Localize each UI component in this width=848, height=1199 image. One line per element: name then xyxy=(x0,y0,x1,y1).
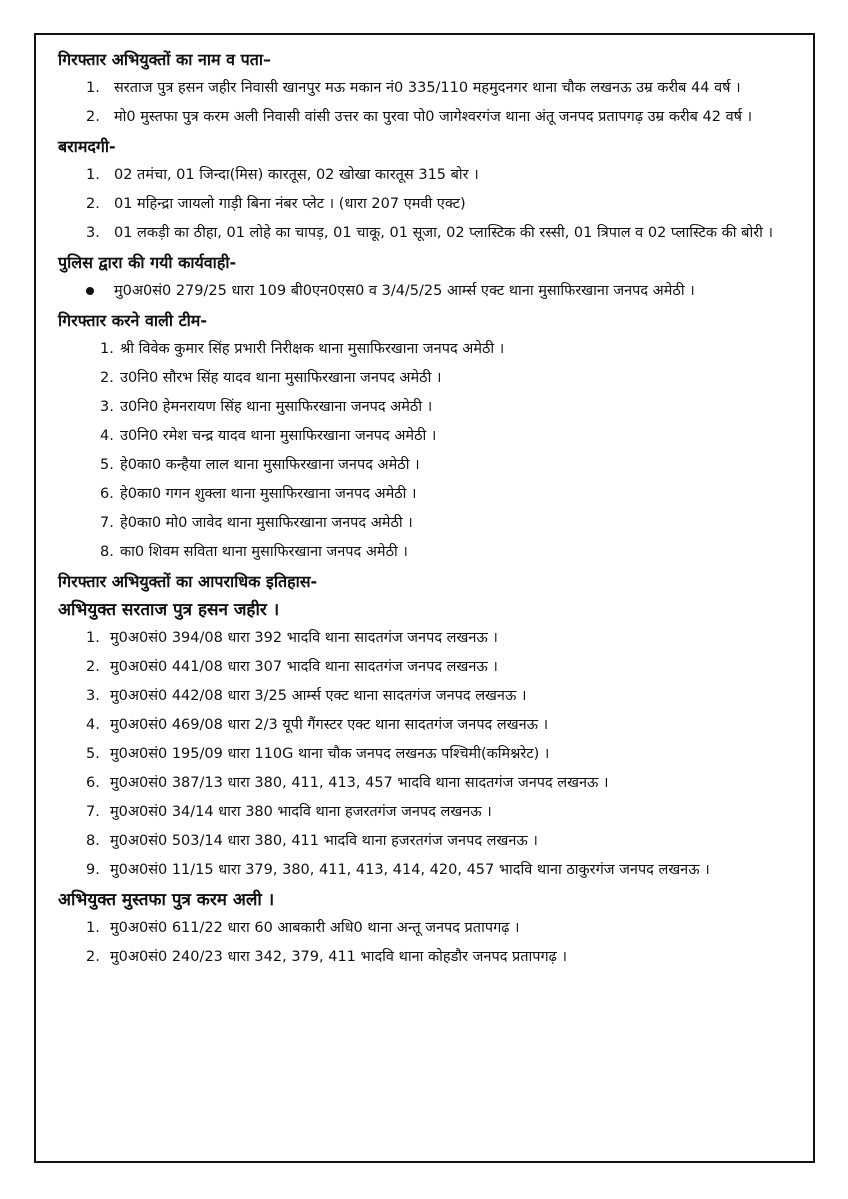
sartaj-heading: अभियुक्त सरताज पुत्र हसन जहीर । xyxy=(58,600,280,620)
list-item: 3. मु0अ0सं0 442/08 धारा 3/25 आर्म्स एक्ट थाना सादतगंज जनपद लखनऊ । xyxy=(86,688,527,704)
list-item: 3. उ0नि0 हेमनरायण सिंह थाना मुसाफिरखाना जनपद अमेठी । xyxy=(100,399,433,415)
list-item: 7. मु0अ0सं0 34/14 धारा 380 भादवि थाना हजरतगंज जनपद लखनऊ । xyxy=(86,804,492,820)
list-item: 2. उ0नि0 सौरभ सिंह यादव थाना मुसाफिरखाना जनपद अमेठी । xyxy=(100,370,442,386)
history-heading: गिरफ्तार अभियुक्तों का आपराधिक इतिहास- xyxy=(58,572,318,591)
list-item: 1. मु0अ0सं0 394/08 धारा 392 भादवि थाना सादतगंज जनपद लखनऊ । xyxy=(86,630,498,646)
team-list xyxy=(58,337,798,564)
list-item: 6. हे0का0 गगन शुक्ला थाना मुसाफिरखाना जनपद अमेठी । xyxy=(100,486,417,502)
list-item: 2. 01 महिन्द्रा जायलो गाड़ी बिना नंबर प्लेट । (धारा 207 एमवी एक्ट) xyxy=(86,196,466,212)
recovery-list xyxy=(58,163,798,245)
list-item: 4. उ0नि0 रमेश चन्द्र यादव थाना मुसाफिरखाना जनपद अमेठी । xyxy=(100,428,437,444)
document-body xyxy=(58,48,798,975)
mustafa-history-list xyxy=(58,916,798,969)
sartaj-history-list xyxy=(58,626,798,882)
recovery-heading: बरामदगी- xyxy=(58,137,116,156)
list-item: 8. का0 शिवम सविता थाना मुसाफिरखाना जनपद अमेठी । xyxy=(100,544,408,560)
list-item: 5. मु0अ0सं0 195/09 धारा 110G थाना चौक जनपद लखनऊ पश्चिमी(कमिश्नरेट) । xyxy=(86,746,550,762)
list-item: 1. 02 तमंचा, 01 जिन्दा(मिस) कारतूस, 02 खोखा कारतूस 315 बोर । xyxy=(86,167,479,183)
accused-heading: गिरफ्तार अभियुक्तों का नाम व पता– xyxy=(58,50,271,69)
list-item: 9. मु0अ0सं0 11/15 धारा 379, 380, 411, 413, 414, 420, 457 भादवि थाना ठाकुरगंज जनपद लखनऊ । xyxy=(86,862,710,878)
mustafa-heading: अभियुक्त मुस्तफा पुत्र करम अली । xyxy=(58,890,275,910)
list-item: 2. मु0अ0सं0 441/08 धारा 307 भादवि थाना सादतगंज जनपद लखनऊ । xyxy=(86,659,498,675)
list-item: 6. मु0अ0सं0 387/13 धारा 380, 411, 413, 457 भादवि थाना सादतगंज जनपद लखनऊ । xyxy=(86,775,609,791)
list-item: 3. 01 लकड़ी का ठीहा, 01 लोहे का चापड़, 01 चाकू, 01 सूजा, 02 प्लास्टिक की रस्सी, 01 त्रिपाल व 02 प्लास्टिक की बोरी । xyxy=(86,225,773,241)
list-item: 2. मो0 मुस्तफा पुत्र करम अली निवासी वांसी उत्तर का पुरवा पो0 जागेश्वरगंज थाना अंतू जनपद प्रतापगढ़ उम्र करीब 42 वर्ष । xyxy=(86,109,753,125)
list-item: मु0अ0सं0 279/25 धारा 109 बी0एन0एस0 व 3/4/5/25 आर्म्स एक्ट थाना मुसाफिरखाना जनपद अमेठी । xyxy=(58,279,798,303)
list-item: 2. मु0अ0सं0 240/23 धारा 342, 379, 411 भादवि थाना कोहडौर जनपद प्रतापगढ़ । xyxy=(86,949,567,965)
list-item: 8. मु0अ0सं0 503/14 धारा 380, 411 भादवि थाना हजरतगंज जनपद लखनऊ । xyxy=(86,833,538,849)
accused-list xyxy=(58,76,798,129)
list-item: 1. मु0अ0सं0 611/22 धारा 60 आबकारी अधि0 थाना अन्तू जनपद प्रतापगढ़ । xyxy=(86,920,520,936)
action-heading: पुलिस द्वारा की गयी कार्यवाही- xyxy=(58,253,237,272)
list-item: 1. सरताज पुत्र हसन जहीर निवासी खानपुर मऊ मकान नं0 335/110 महमुदनगर थाना चौक लखनऊ उम्र करीब 44 वर्ष । xyxy=(86,80,741,96)
list-item: 5. हे0का0 कन्हैया लाल थाना मुसाफिरखाना जनपद अमेठी । xyxy=(100,457,420,473)
bullet-icon xyxy=(86,287,94,295)
list-item: 7. हे0का0 मो0 जावेद थाना मुसाफिरखाना जनपद अमेठी । xyxy=(100,515,413,531)
team-heading: गिरफ्तार करने वाली टीम- xyxy=(58,311,207,330)
list-item: 1. श्री विवेक कुमार सिंह प्रभारी निरीक्षक थाना मुसाफिरखाना जनपद अमेठी । xyxy=(100,341,505,357)
list-item: 4. मु0अ0सं0 469/08 धारा 2/3 यूपी गैंगस्टर एक्ट थाना सादतगंज जनपद लखनऊ । xyxy=(86,717,549,733)
action-list xyxy=(58,279,798,303)
